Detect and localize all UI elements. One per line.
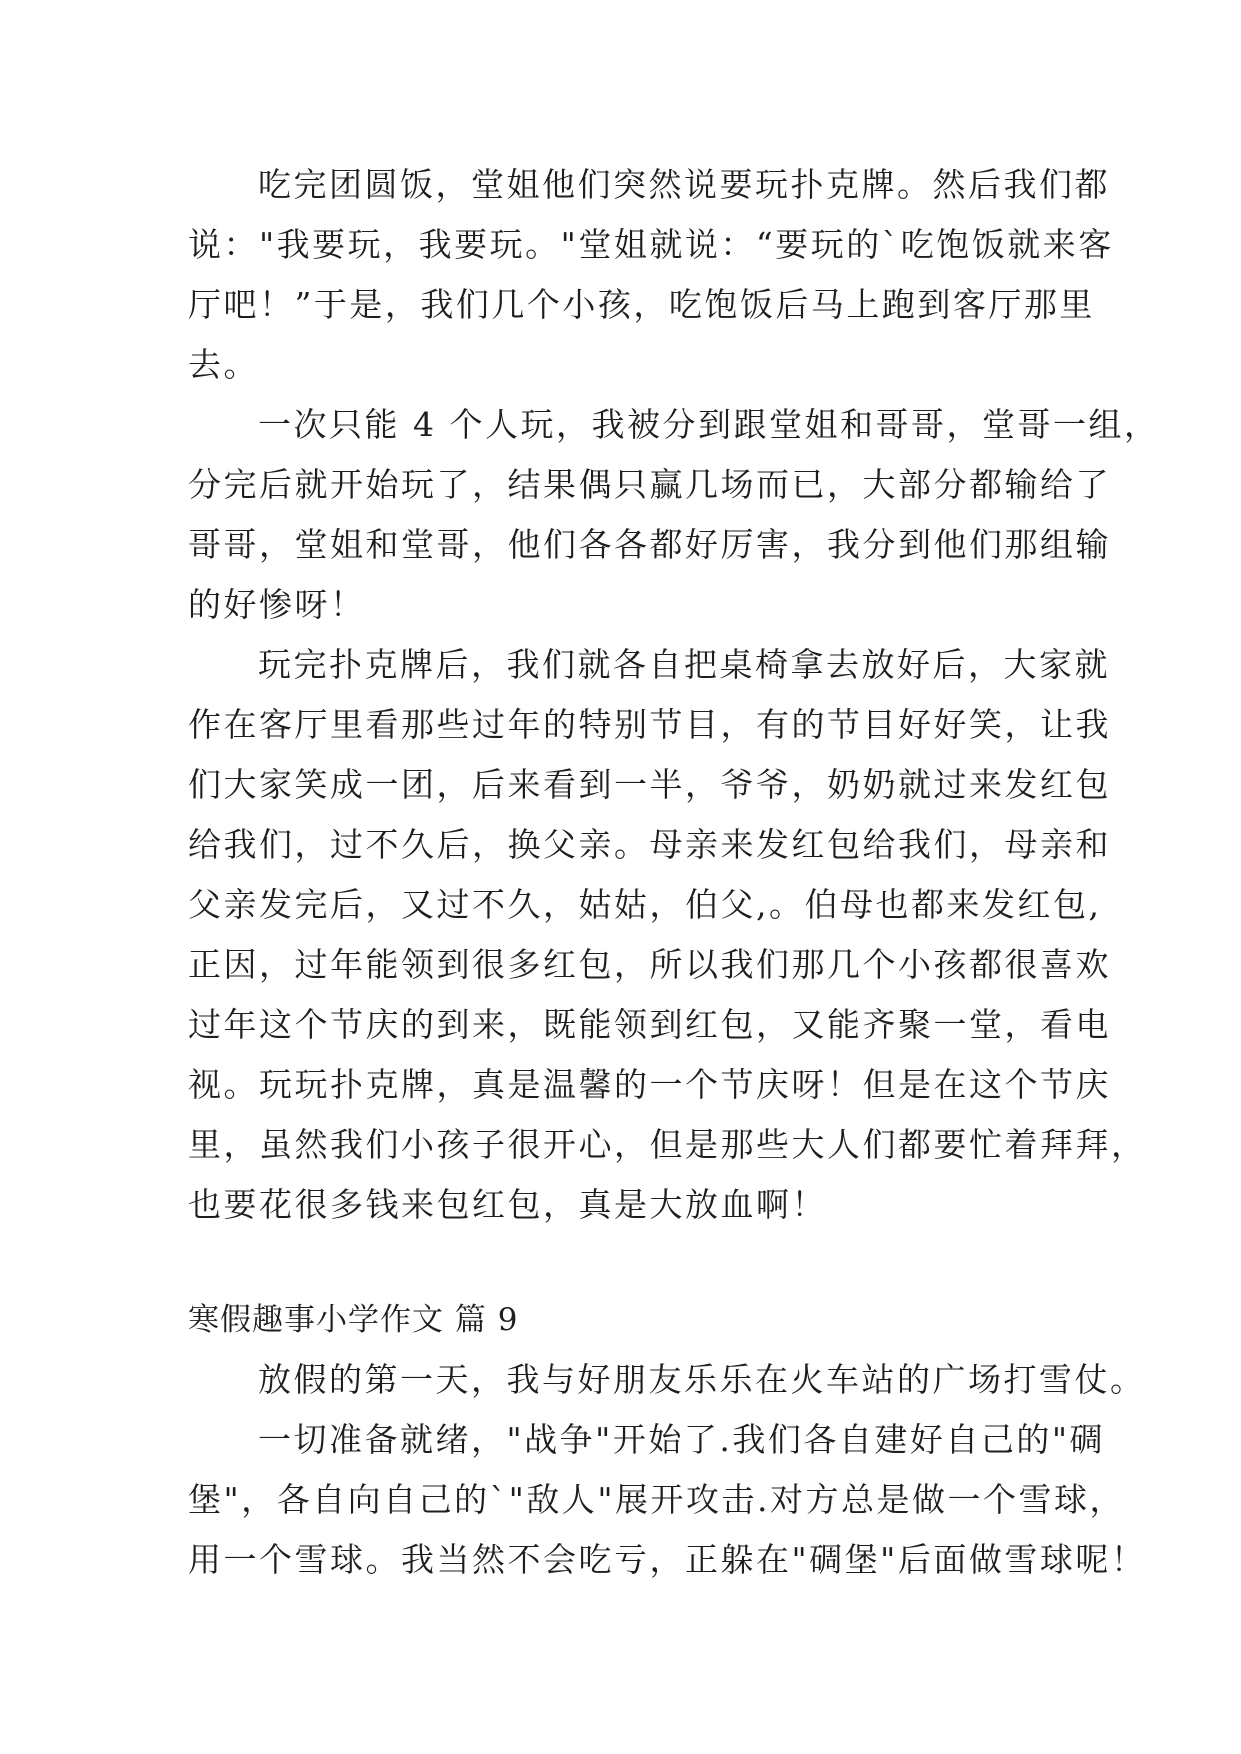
paragraph-3-line-7: 过年这个节庆的到来，既能领到红包，又能齐聚一堂，看电: [188, 1005, 1111, 1044]
paragraph-3-line-5: 父亲发完后，又过不久，姑姑，伯父,。伯母也都来发红包,: [188, 885, 1102, 924]
paragraph-3-line-1: 玩完扑克牌后，我们就各自把桌椅拿去放好后，大家就: [258, 645, 1110, 684]
paragraph-3-line-9: 里，虽然我们小孩子很开心，但是那些大人们都要忙着拜拜，: [188, 1125, 1147, 1164]
paragraph-3-line-3: 们大家笑成一团，后来看到一半，爷爷，奶奶就过来发红包: [188, 765, 1111, 804]
paragraph-3-line-6: 正因，过年能领到很多红包，所以我们那几个小孩都很喜欢: [188, 945, 1111, 984]
paragraph-3-line-10: 也要花很多钱来包红包，真是大放血啊！: [188, 1185, 827, 1224]
paragraph-5-line-2: 堡"，各自向自己的`"敌人"展开攻击.对方总是做一个雪球，: [188, 1480, 1126, 1519]
paragraph-4-line-1: 放假的第一天，我与好朋友乐乐在火车站的广场打雪仗。: [258, 1360, 1146, 1399]
paragraph-3-line-8: 视。玩玩扑克牌，真是温馨的一个节庆呀！但是在这个节庆: [188, 1065, 1111, 1104]
paragraph-1-line-1: 吃完团圆饭，堂姐他们突然说要玩扑克牌。然后我们都: [258, 165, 1110, 204]
paragraph-3-line-4: 给我们，过不久后，换父亲。母亲来发红包给我们，母亲和: [188, 825, 1111, 864]
paragraph-2-line-3: 哥哥，堂姐和堂哥，他们各各都好厉害，我分到他们那组输: [188, 525, 1111, 564]
section-heading: 寒假趣事小学作文 篇 9: [188, 1302, 519, 1338]
paragraph-2-line-1: 一次只能 4 个人玩，我被分到跟堂姐和哥哥，堂哥一组，: [258, 405, 1160, 444]
paragraph-1-line-4: 去。: [188, 345, 259, 384]
paragraph-5-line-3: 用一个雪球。我当然不会吃亏，正躲在"碉堡"后面做雪球呢！: [188, 1540, 1147, 1579]
paragraph-1-line-2: 说："我要玩，我要玩。"堂姐就说：“要玩的`吃饱饭就来客: [188, 225, 1114, 264]
paragraph-1-line-3: 厅吧！”于是，我们几个小孩，吃饱饭后马上跑到客厅那里: [188, 285, 1095, 324]
paragraph-3-line-2: 作在客厅里看那些过年的特别节目，有的节目好好笑，让我: [188, 705, 1111, 744]
paragraph-2-line-2: 分完后就开始玩了，结果偶只赢几场而已，大部分都输给了: [188, 465, 1111, 504]
paragraph-5-line-1: 一切准备就绪，"战争"开始了.我们各自建好自己的"碉: [258, 1420, 1106, 1459]
paragraph-2-line-4: 的好惨呀！: [188, 585, 366, 624]
